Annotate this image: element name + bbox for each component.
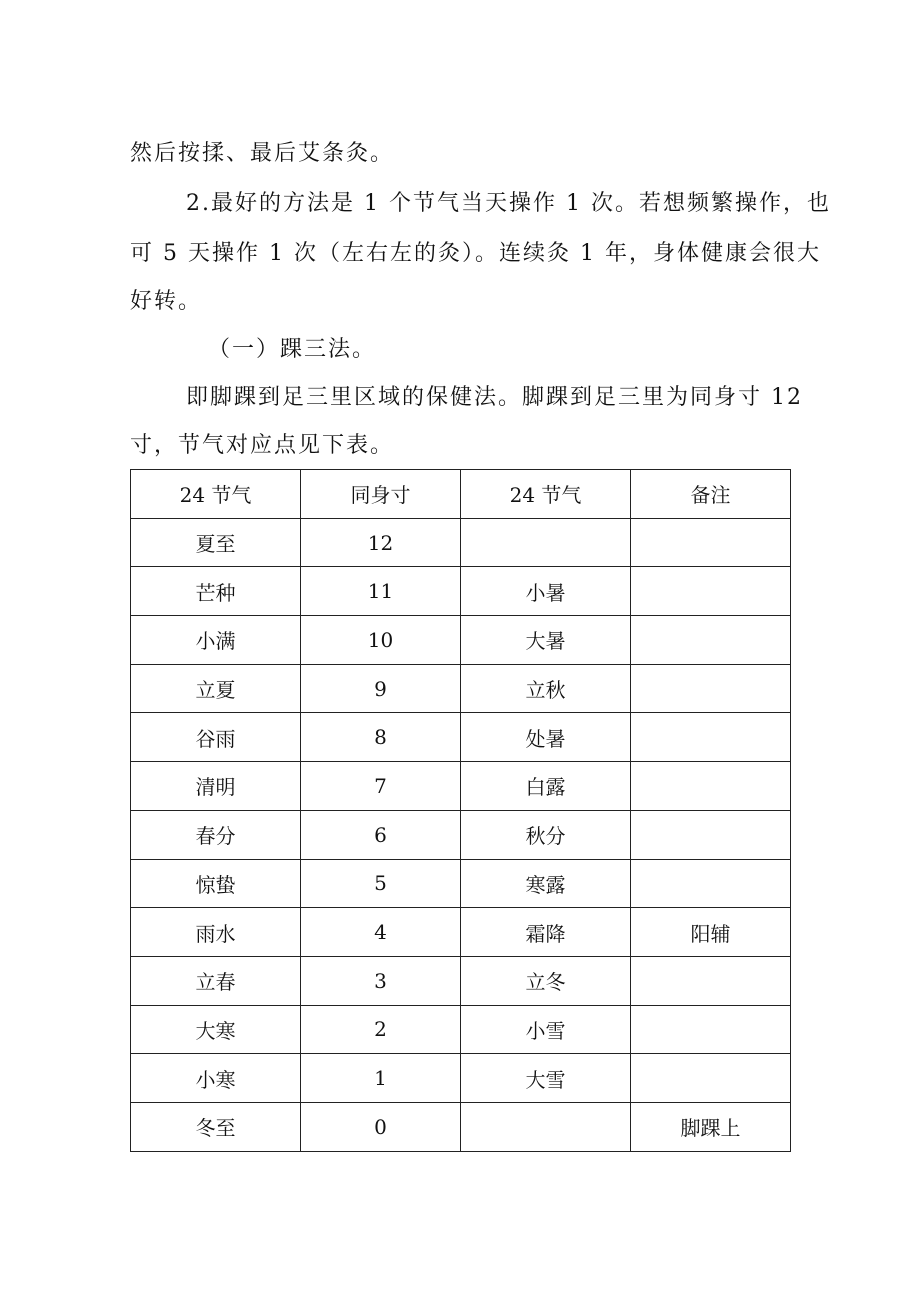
table-cell: 脚踝上 (631, 1102, 791, 1151)
table-cell: 大雪 (461, 1054, 631, 1103)
table-cell: 惊蛰 (131, 859, 301, 908)
table-cell: 谷雨 (131, 713, 301, 762)
solar-terms-table (130, 469, 791, 1152)
table-row (131, 1005, 791, 1054)
table-row (131, 713, 791, 762)
table-row (131, 810, 791, 859)
paragraph-line: 寸，节气对应点见下表。 (130, 433, 395, 458)
table-row (131, 1102, 791, 1151)
table-row (131, 664, 791, 713)
table-cell: 大寒 (131, 1005, 301, 1054)
table-cell: 小雪 (461, 1005, 631, 1054)
table-cell (461, 518, 631, 567)
table-cell: 10 (301, 616, 461, 665)
table-cell: 2 (301, 1005, 461, 1054)
table-row (131, 1054, 791, 1103)
table-cell: 5 (301, 859, 461, 908)
table-row (131, 518, 791, 567)
table-cell: 6 (301, 810, 461, 859)
paragraph-line: 然后按揉、最后艾条灸。 (130, 141, 395, 166)
table-row (131, 908, 791, 957)
table-cell: 霜降 (461, 908, 631, 957)
table-cell: 芒种 (131, 567, 301, 616)
table-cell: 小寒 (131, 1054, 301, 1103)
table-cell: 12 (301, 518, 461, 567)
table-cell: 小暑 (461, 567, 631, 616)
table-cell: 小满 (131, 616, 301, 665)
table-cell: 立夏 (131, 664, 301, 713)
section-heading: （一）踝三法。 (208, 337, 377, 362)
table-cell: 0 (301, 1102, 461, 1151)
table-cell: 夏至 (131, 518, 301, 567)
table-cell (631, 1005, 791, 1054)
header-cell: 24 节气 (131, 470, 301, 519)
table-cell (631, 567, 791, 616)
table-cell (631, 616, 791, 665)
table-cell (631, 1054, 791, 1103)
table-cell: 寒露 (461, 859, 631, 908)
paragraph-line: 好转。 (130, 289, 203, 314)
table-cell: 11 (301, 567, 461, 616)
header-cell: 同身寸 (301, 470, 461, 519)
table-cell: 4 (301, 908, 461, 957)
table-row (131, 859, 791, 908)
table-cell: 白露 (461, 762, 631, 811)
header-cell: 24 节气 (461, 470, 631, 519)
table-cell (631, 859, 791, 908)
table-cell (631, 713, 791, 762)
table-cell: 雨水 (131, 908, 301, 957)
table-cell: 清明 (131, 762, 301, 811)
table-cell (631, 762, 791, 811)
table-cell: 阳辅 (631, 908, 791, 957)
table-cell (461, 1102, 631, 1151)
table-cell: 大暑 (461, 616, 631, 665)
table-cell: 冬至 (131, 1102, 301, 1151)
table-cell: 3 (301, 956, 461, 1005)
paragraph-line: 可 5 天操作 1 次（左右左的灸）。连续灸 1 年，身体健康会很大 (130, 241, 821, 266)
table-cell (631, 518, 791, 567)
paragraph-line: 即脚踝到足三里区域的保健法。脚踝到足三里为同身寸 12 (186, 385, 803, 410)
table-cell: 9 (301, 664, 461, 713)
table-row (131, 567, 791, 616)
table-cell: 处暑 (461, 713, 631, 762)
table-cell: 立秋 (461, 664, 631, 713)
table-row (131, 762, 791, 811)
table-cell: 8 (301, 713, 461, 762)
table-cell (631, 810, 791, 859)
table-cell: 立冬 (461, 956, 631, 1005)
table-cell: 7 (301, 762, 461, 811)
table-cell: 春分 (131, 810, 301, 859)
header-cell: 备注 (631, 470, 791, 519)
table-cell: 立春 (131, 956, 301, 1005)
table-row (131, 616, 791, 665)
table-row (131, 956, 791, 1005)
table-cell (631, 664, 791, 713)
table-cell (631, 956, 791, 1005)
table-cell: 1 (301, 1054, 461, 1103)
table-cell: 秋分 (461, 810, 631, 859)
table-header-row (131, 470, 791, 519)
paragraph-line: 2.最好的方法是 1 个节气当天操作 1 次。若想频繁操作，也 (186, 191, 831, 216)
